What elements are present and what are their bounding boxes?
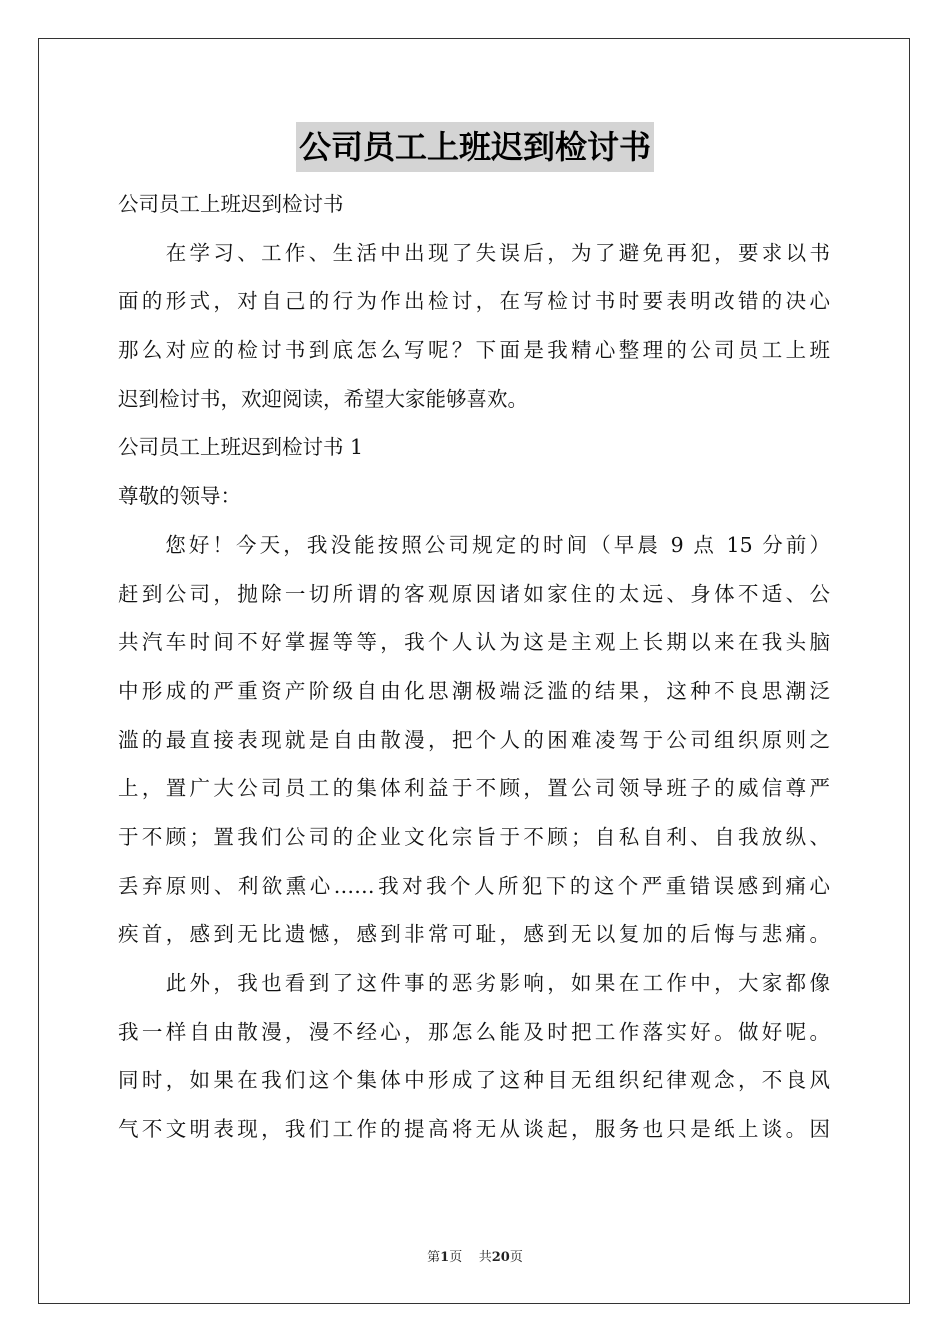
text-line: 上，置广大公司员工的集体利益于不顾，置公司领导班子的威信尊严 [118,776,830,801]
text-line: 面的形式，对自己的行为作出检讨，在写检讨书时要表明改错的决心 [118,289,830,314]
document-body [118,180,830,1154]
text-line: 尊敬的领导： [118,484,241,509]
text-line: 疾首，感到无比遗憾，感到非常可耻，感到无以复加的后悔与悲痛。 [118,922,830,947]
text-line: 于不顾；置我们公司的企业文化宗旨于不顾；自私自利、自我放纵、 [118,824,830,849]
footer-total-unit: 页 [509,1250,523,1265]
text-line: 公司员工上班迟到检讨书 [118,192,344,216]
text-line: 同时，如果在我们这个集体中形成了这种目无组织纪律观念，不良风 [118,1068,830,1093]
footer-total-pages: 20 [491,1250,510,1265]
text-line: 此外，我也看到了这件事的恶劣影响，如果在工作中，大家都像 [118,971,830,995]
document-title-text: 公司员工上班迟到检讨书 [296,122,654,172]
text-line: 滥的最直接表现就是自由散漫，把个人的困难凌驾于公司组织原则之 [118,727,830,752]
text-line: 您好！今天，我没能按照公司规定的时间（早晨 9 点 15 分前） [118,532,830,557]
text-line: 赶到公司，抛除一切所谓的客观原因诸如家住的太远、身体不适、公 [118,581,830,606]
footer-page-unit: 页 [449,1250,463,1265]
footer-page-prefix: 第 [427,1250,441,1265]
text-line: 我一样自由散漫，漫不经心，那怎么能及时把工作落实好。做好呢。 [118,1019,830,1044]
text-line: 那么对应的检讨书到底怎么写呢？下面是我精心整理的公司员工上班 [118,338,830,363]
text-line: 共汽车时间不好掌握等等，我个人认为这是主观上长期以来在我头脑 [118,630,830,655]
text-line: 迟到检讨书，欢迎阅读，希望大家能够喜欢。 [118,386,528,411]
text-line: 公司员工上班迟到检讨书 1 [118,435,364,460]
text-line: 丢弃原则、利欲熏心……我对我个人所犯下的这个严重错误感到痛心 [118,873,830,898]
footer-total-prefix: 共 [478,1250,492,1265]
text-line: 在学习、工作、生活中出现了失误后，为了避免再犯，要求以书 [118,240,830,265]
page-footer [0,1246,950,1265]
document-title [0,122,950,178]
text-line: 气不文明表现，我们工作的提高将无从谈起，服务也只是纸上谈。因 [118,1117,830,1142]
footer-page-number: 1 [440,1250,450,1265]
text-line: 中形成的严重资产阶级自由化思潮极端泛滥的结果，这种不良思潮泛 [118,678,830,703]
